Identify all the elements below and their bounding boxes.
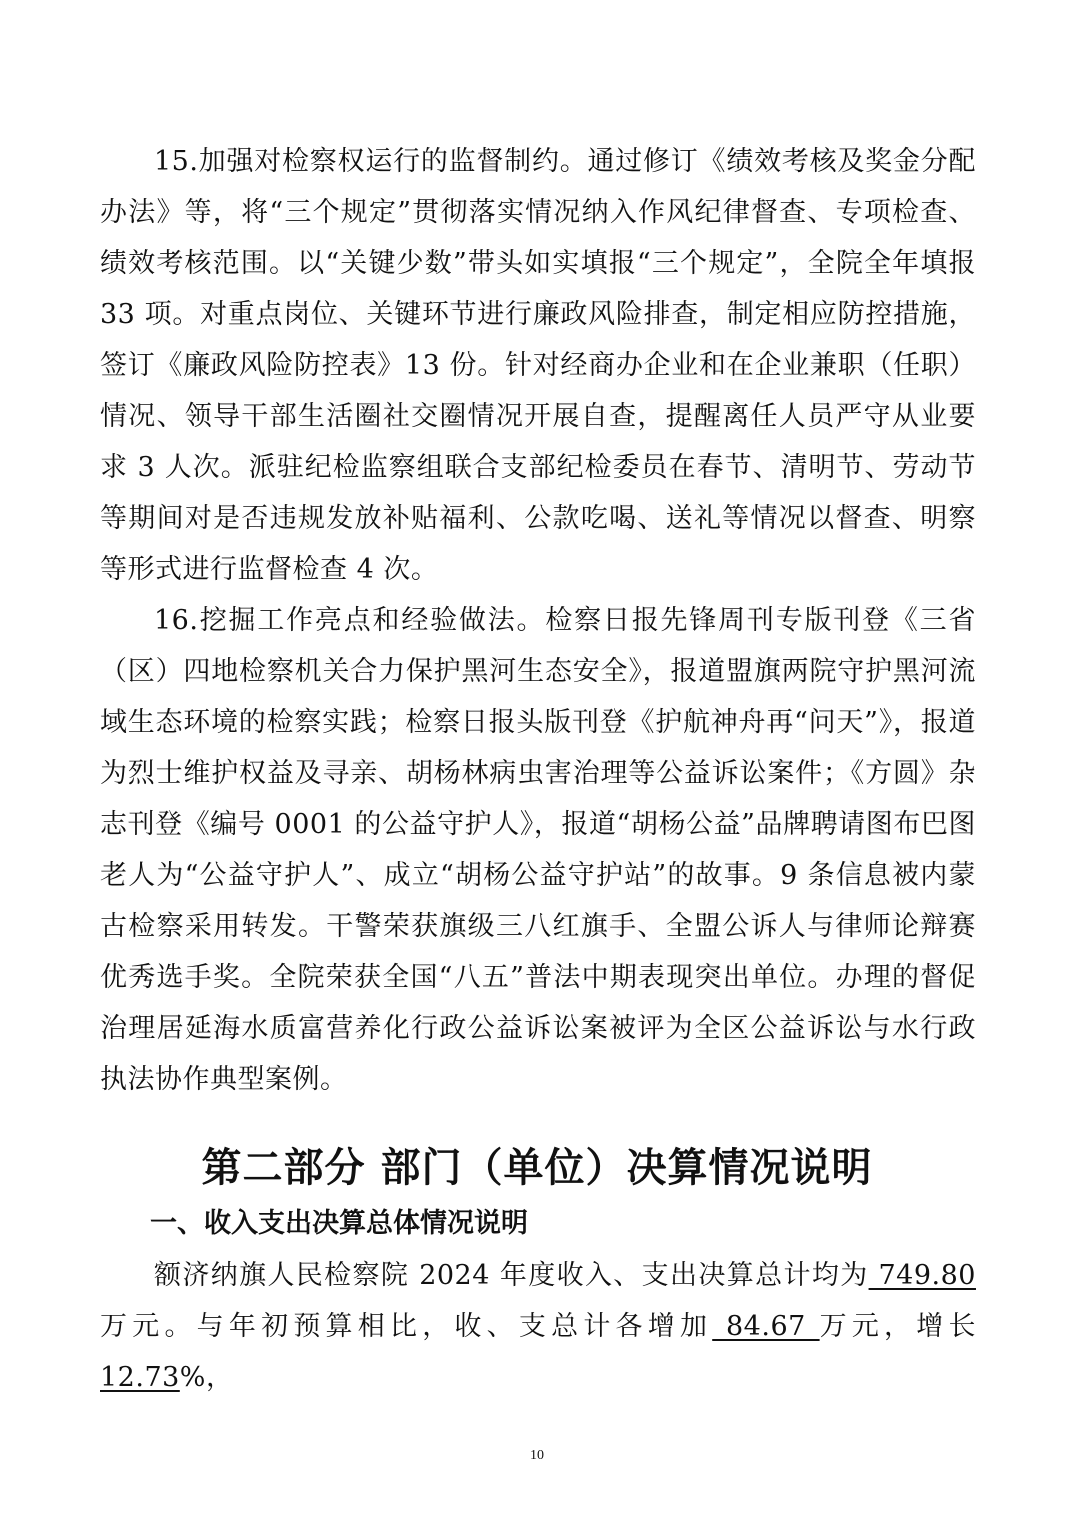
- summary-text-3: 万元，增长: [819, 1311, 976, 1342]
- page-number: 10: [530, 1448, 544, 1463]
- part-heading: 第二部分 部门（单位）决算情况说明: [201, 1145, 873, 1191]
- growth-rate: 12.73: [100, 1362, 180, 1393]
- paragraph-16-text: 16.挖掘工作亮点和经验做法。检察日报先锋周刊专版刊登《三省（区）四地检察机关合力保护黑河生态安全》，报道盟旗两院守护黑河流域生态环境的检察实践；检察日报头版刊登《护航神舟再“问天”》，报道为烈士维护权益及寻亲、胡杨林病虫害治理等公益诉讼案件；《方圆》杂志刊登《编号 0001 的公益守护人》，报道“胡杨公益”品牌聘请图布巴图老人为“公益守护人”、成立“胡杨公益守护站”的故事。9 条信息被内蒙古检察采用转发。干警荣获旗级三八红旗手、全盟公诉人与律师论辩赛优秀选手奖。全院荣获全国“八五”普法中期表现突出单位。办理的督促治理居延海水质富营养化行政公益诉讼案被评为全区公益诉讼与水行政执法协作典型案例。: [100, 605, 976, 1095]
- total-amount: 749.80: [868, 1260, 976, 1291]
- summary-text-4: %，: [179, 1362, 234, 1393]
- summary-text: [100, 1250, 976, 1403]
- paragraph-16: [100, 595, 976, 1105]
- paragraph-15: [100, 136, 976, 595]
- increase-amount: 84.67: [712, 1311, 820, 1342]
- summary-paragraph: [100, 1250, 976, 1403]
- section-heading: 一、收入支出决算总体情况说明: [150, 1208, 528, 1239]
- summary-text-1: 额济纳旗人民检察院 2024 年度收入、支出决算总计均为: [154, 1260, 869, 1291]
- paragraph-15-text: 15.加强对检察权运行的监督制约。通过修订《绩效考核及奖金分配办法》等，将“三个规定”贯彻落实情况纳入作风纪律督查、专项检查、绩效考核范围。以“关键少数”带头如实填报“三个规定”，全院全年填报 33 项。对重点岗位、关键环节进行廉政风险排查，制定相应防控措施，签订《廉政风险防控表》13 份。针对经商办企业和在企业兼职（任职）情况、领导干部生活圈社交圈情况开展自查，提醒离任人员严守从业要求 3 人次。派驻纪检监察组联合支部纪检委员在春节、清明节、劳动节等期间对是否违规发放补贴福利、公款吃喝、送礼等情况以督查、明察等形式进行监督检查 4 次。: [100, 146, 976, 585]
- summary-text-2: 万元。与年初预算相比，收、支总计各增加: [100, 1311, 713, 1342]
